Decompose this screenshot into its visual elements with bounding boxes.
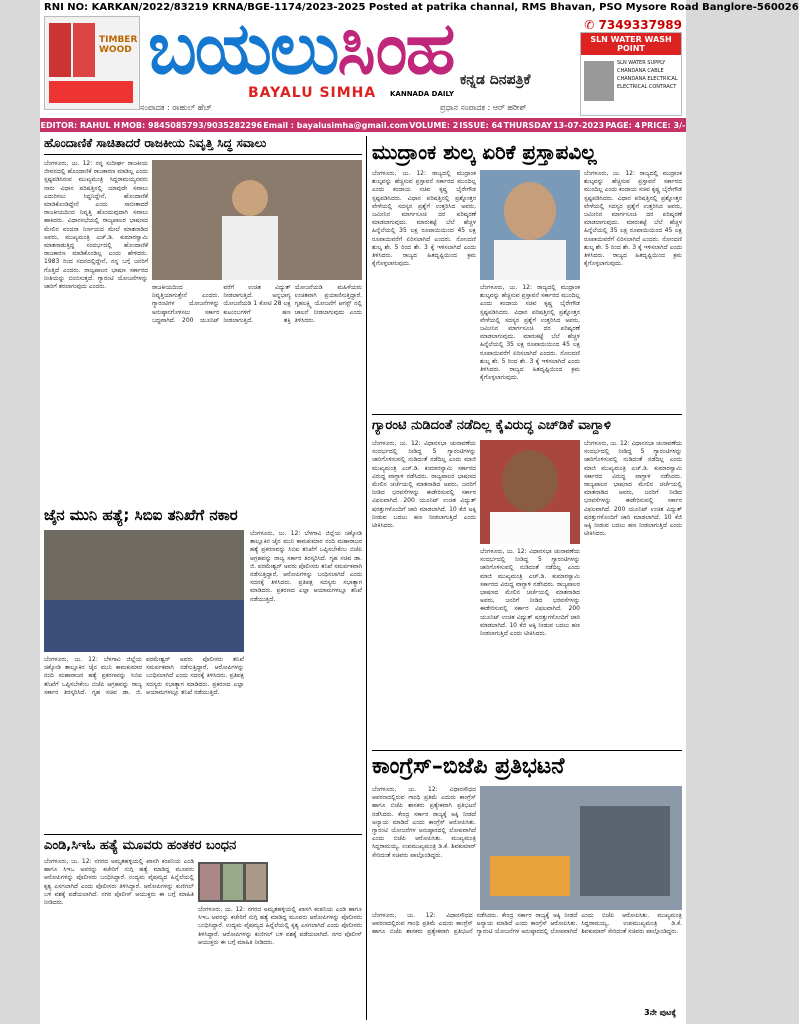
page-number: PAGE: 4 <box>605 120 641 130</box>
divider <box>44 154 362 155</box>
divider <box>44 834 362 835</box>
story-2-text-col3: ಬೆಂಗಳೂರು, ಜು. 12: ರಾಜ್ಯದಲ್ಲಿ ಮುದ್ರಾಂಕ ಶುಲ್ಕವನ್ನು ಹೆಚ್ಚಿಸುವ ಪ್ರಸ್ತಾವನೆ ಸರ್ಕಾರದ ಮುಂದಿಲ್ಲ ಎಂದು ಕಂದಾಯ ಸಚಿವ ಕೃಷ್ಣ ಬೈರೇಗೌಡ ಸ್ಪಷ್ಟಪಡಿಸಿದರು. ವಿಧಾನ ಪರಿಷತ್ತಿನಲ್ಲಿ ಪ್ರಶ್ನೋತ್ತರ ವೇಳೆಯಲ್ಲಿ ಸದಸ್ಯರ ಪ್ರಶ್ನೆಗೆ ಉತ್ತರಿಸಿದ ಅವರು, ಜಮೀನಿನ ಮಾರ್ಗಸೂಚಿ ದರ ಪರಿಷ್ಕರಣೆ ಮಾಡಲಾಗುವುದು. ಮಾರುಕಟ್ಟೆ ಬೆಲೆ ಹೆಚ್ಚಳ ಹಿನ್ನೆಲೆಯಲ್ಲಿ 35 ಲಕ್ಷ ರೂಪಾಯಿಯಿಂದ 45 ಲಕ್ಷ ರೂಪಾಯಿವರೆಗೆ ಏರಿಸಲಾಗಿದೆ ಎಂದರು. ನೋಂದಣಿ ಶುಲ್ಕ ಶೇ. 5 ರಿಂದ ಶೇ. 3 ಕ್ಕೆ ಇಳಿಸಲಾಗಿದೆ ಎಂದು ತಿಳಿಸಿದರು. ರಾಜ್ಯದ ಹಿತದೃಷ್ಟಿಯಿಂದ ಕ್ರಮ ಕೈಗೊಳ್ಳಲಾಗುವುದು. <box>584 170 682 268</box>
owner-photo <box>584 61 614 101</box>
headline-2: ಮುದ್ರಾಂಕ ಶುಲ್ಕ ಏರಿಕೆ ಪ್ರಸ್ತಾಪವಿಲ್ಲ <box>372 140 597 164</box>
headline-1: ಹೊಂದಾಣಿಕೆ ಸಾಚಿತಾದರೆ ರಾಜಕೀಯ ನಿವೃತ್ತಿ ಸಿದ್ಧ ಸವಾಲು <box>44 136 267 150</box>
left-ad-banner <box>49 81 133 103</box>
product-box-graphic <box>73 23 95 77</box>
info-bar <box>40 118 686 132</box>
story-1-continued: ರಾಜಕೀಯದಿಂದ ನಿವೃತ್ತಿಯಾಗುತ್ತೇನೆ ಎಂದರು. ಗ್ಯಾರಂಟಿಗಳ ಯೋಜನೆಗಳನ್ನು ಅನುಷ್ಠಾನಗೊಳಿಸಲು ಸರ್ಕಾರ ಬದ್ಧವಾಗಿದೆ. 200 ಯೂನಿಟ್ ವರೆಗೆ ಉಚಿತ ವಿದ್ಯುತ್ ನೀಡಲಾಗುತ್ತಿದೆ. ಅನ್ನಭಾಗ್ಯ ಯೋಜನೆಯಡಿ 1 ಕೋಟಿ 28 ಲಕ್ಷ ಕುಟುಂಬಗಳಿಗೆ ಹಣ ನೀಡಲಾಗುತ್ತಿದೆ. ಶಕ್ತಿ ಯೋಜನೆಯಡಿ ಮಹಿಳೆಯರು ಉಚಿತವಾಗಿ ಪ್ರಯಾಣಿಸುತ್ತಿದ್ದಾರೆ. ಗೃಹಲಕ್ಷ್ಮಿ ಯೋಜನೆಗೆ ಆಗಸ್ಟ್ ನಲ್ಲಿ ಚಾಲನೆ ನೀಡಲಾಗುವುದು ಎಂದು ತಿಳಿಸಿದರು. <box>152 284 362 324</box>
english-name: BAYALU SIMHA <box>248 85 377 101</box>
email-address: Email : bayalusimha@gmail.com <box>263 120 409 130</box>
person-head <box>232 180 268 216</box>
column-rule <box>366 136 367 1020</box>
logo-part-2: ಸಿಂಹ <box>337 6 454 90</box>
story-3-text-col2: ಬೆಂಗಳೂರು, ಜು. 12: ಬೆಳಗಾವಿ ಜಿಲ್ಲೆಯ ಚಿಕ್ಕೋಡಿ ತಾಲ್ಲೂಕಿನ ಜೈನ ಮುನಿ ಕಾಮಕುಮಾರ ನಂದಿ ಮಹಾರಾಜರ ಹತ್ಯೆ ಪ್ರಕರಣವನ್ನು ಸಿಬಿಐ ತನಿಖೆಗೆ ಒಪ್ಪಿಸಬೇಕೆಂಬ ಬಿಜೆಪಿ ಆಗ್ರಹವನ್ನು ರಾಜ್ಯ ಸರ್ಕಾರ ತಿರಸ್ಕರಿಸಿದೆ. ಗೃಹ ಸಚಿವ ಡಾ. ಜಿ. ಪರಮೇಶ್ವರ್ ಅವರು ಪೊಲೀಸರು ತನಿಖೆ ಸಮರ್ಪಕವಾಗಿ ನಡೆಸುತ್ತಿದ್ದಾರೆ, ಆರೋಪಿಗಳನ್ನು ಬಂಧಿಸಲಾಗಿದೆ ಎಂದು ಸದನಕ್ಕೆ ತಿಳಿಸಿದರು. ಪ್ರತಿಪಕ್ಷ ಸದಸ್ಯರು ಸಭಾತ್ಯಾಗ ಮಾಡಿದರು. ಪ್ರಕರಣದ ಎಲ್ಲಾ ಆಯಾಮಗಳಲ್ಲೂ ತನಿಖೆ ನಡೆಯುತ್ತಿದೆ. <box>250 530 362 603</box>
accused-3 <box>246 864 266 900</box>
headline-5: ಕಾಂಗ್ರೆಸ್–ಬಿಜೆಪಿ ಪ್ರತಿಭಟನೆ <box>372 754 565 779</box>
story-4-text-col2: ಬೆಂಗಳೂರು, ಜು. 12: ವಿಧಾನಸಭಾ ಚುನಾವಣೆಯ ಸಂದರ್ಭದಲ್ಲಿ ನೀಡಿದ್ದ 5 ಗ್ಯಾರಂಟಿಗಳನ್ನು ಜಾರಿಗೊಳಿಸುವಲ್ಲಿ ನುಡಿದಂತೆ ನಡೆದಿಲ್ಲ ಎಂದು ಮಾಜಿ ಮುಖ್ಯಮಂತ್ರಿ ಎಚ್.ಡಿ. ಕುಮಾರಸ್ವಾಮಿ ಸರ್ಕಾರದ ವಿರುದ್ಧ ವಾಗ್ದಾಳಿ ನಡೆಸಿದರು. ರಾಜ್ಯಪಾಲರ ಭಾಷಣದ ಮೇಲಿನ ಚರ್ಚೆಯಲ್ಲಿ ಮಾತನಾಡಿದ ಅವರು, ಜನರಿಗೆ ನೀಡಿದ ಭರವಸೆಗಳನ್ನು ಈಡೇರಿಸುವಲ್ಲಿ ಸರ್ಕಾರ ವಿಫಲವಾಗಿದೆ. 200 ಯೂನಿಟ್ ಉಚಿತ ವಿದ್ಯುತ್ ಷರತ್ತುಗಳೊಂದಿಗೆ ಜಾರಿ ಮಾಡಲಾಗಿದೆ. 10 ಕೆಜಿ ಅಕ್ಕಿ ನೀಡುವ ಬದಲು ಹಣ ನೀಡಲಾಗುತ್ತಿದೆ ಎಂದು ಟೀಕಿಸಿದರು. <box>480 548 580 638</box>
face <box>504 182 556 240</box>
story-4-text: ಬೆಂಗಳೂರು, ಜು. 12: ವಿಧಾನಸಭಾ ಚುನಾವಣೆಯ ಸಂದರ್ಭದಲ್ಲಿ ನೀಡಿದ್ದ 5 ಗ್ಯಾರಂಟಿಗಳನ್ನು ಜಾರಿಗೊಳಿಸುವಲ್ಲಿ ನುಡಿದಂತೆ ನಡೆದಿಲ್ಲ ಎಂದು ಮಾಜಿ ಮುಖ್ಯಮಂತ್ರಿ ಎಚ್.ಡಿ. ಕುಮಾರಸ್ವಾಮಿ ಸರ್ಕಾರದ ವಿರುದ್ಧ ವಾಗ್ದಾಳಿ ನಡೆಸಿದರು. ರಾಜ್ಯಪಾಲರ ಭಾಷಣದ ಮೇಲಿನ ಚರ್ಚೆಯಲ್ಲಿ ಮಾತನಾಡಿದ ಅವರು, ಜನರಿಗೆ ನೀಡಿದ ಭರವಸೆಗಳನ್ನು ಈಡೇರಿಸುವಲ್ಲಿ ಸರ್ಕಾರ ವಿಫಲವಾಗಿದೆ. 200 ಯೂನಿಟ್ ಉಚಿತ ವಿದ್ಯುತ್ ಷರತ್ತುಗಳೊಂದಿಗೆ ಜಾರಿ ಮಾಡಲಾಗಿದೆ. 10 ಕೆಜಿ ಅಕ್ಕಿ ನೀಡುವ ಬದಲು ಹಣ ನೀಡಲಾಗುತ್ತಿದೆ ಎಂದು ಟೀಕಿಸಿದರು. <box>372 440 476 530</box>
person-body <box>222 216 278 280</box>
ad-line: CHANDANA ELECTRICAL <box>617 76 678 82</box>
editor-credit: ಸಂಪಾದಕ : ರಾಹುಲ್ ಹೆಚ್ <box>140 103 212 112</box>
ad-line: ELECTRICAL CONTRACT <box>617 84 677 90</box>
headline-4: ಗ್ಯಾರಂಟಿ ನುಡಿದಂತೆ ನಡೆದಿಲ್ಲ ಕೈವಿರುದ್ಧ ಎಚ್‌ಡಿಕೆ ವಾಗ್ದಾಳಿ <box>372 418 611 433</box>
crowd <box>580 806 670 896</box>
price: PRICE: 3/- <box>641 120 686 130</box>
volume: VOLUME: 2 <box>409 120 459 130</box>
story-5-text: ಬೆಂಗಳೂರು, ಜು. 12: ವಿಧಾನಸೌಧದ ಆವರಣದಲ್ಲಿರುವ ಗಾಂಧಿ ಪ್ರತಿಮೆ ಎದುರು ಕಾಂಗ್ರೆಸ್ ಹಾಗೂ ಬಿಜೆಪಿ ಶಾಸಕರು ಪ್ರತ್ಯೇಕವಾಗಿ ಪ್ರತಿಭಟನೆ ನಡೆಸಿದರು. ಕೇಂದ್ರ ಸರ್ಕಾರ ರಾಜ್ಯಕ್ಕೆ ಅಕ್ಕಿ ನೀಡದೆ ಅನ್ಯಾಯ ಮಾಡಿದೆ ಎಂದು ಕಾಂಗ್ರೆಸ್ ಆರೋಪಿಸಿತು. ಗ್ಯಾರಂಟಿ ಯೋಜನೆಗಳ ಅನುಷ್ಠಾನದಲ್ಲಿ ಲೋಪವಾಗಿದೆ ಎಂದು ಬಿಜೆಪಿ ಆರೋಪಿಸಿತು. ಮುಖ್ಯಮಂತ್ರಿ ಸಿದ್ದರಾಮಯ್ಯ, ಉಪಮುಖ್ಯಮಂತ್ರಿ ಡಿ.ಕೆ. ಶಿವಕುಮಾರ್ ಸೇರಿದಂತೆ ಸಚಿವರು ಪಾಲ್ಗೊಂಡಿದ್ದರು. <box>372 786 476 859</box>
story-6-text: ಬೆಂಗಳೂರು, ಜು. 12: ನಗರದ ಅಮೃತಹಳ್ಳಿಯಲ್ಲಿ ಖಾಸಗಿ ಕಂಪನಿಯ ಎಂಡಿ ಹಾಗೂ ಸಿಇಒ ಅವರನ್ನು ಕಚೇರಿಗೆ ನುಗ್ಗಿ ಹತ್ಯೆ ಮಾಡಿದ್ದ ಮೂವರು ಆರೋಪಿಗಳನ್ನು ಪೊಲೀಸರು ಬಂಧಿಸಿದ್ದಾರೆ. ಉದ್ಯಮ ವೈಷಮ್ಯದ ಹಿನ್ನೆಲೆಯಲ್ಲಿ ಕೃತ್ಯ ಎಸಗಲಾಗಿದೆ ಎಂದು ಪೊಲೀಸರು ತಿಳಿಸಿದ್ದಾರೆ. ಆರೋಪಿಗಳನ್ನು ಕುಣಿಗಲ್ ಬಳಿ ವಶಕ್ಕೆ ಪಡೆಯಲಾಗಿದೆ. ನಗರ ಪೊಲೀಸ್ ಆಯುಕ್ತರು ಈ ಬಗ್ಗೆ ಮಾಹಿತಿ ನೀಡಿದರು. <box>44 858 194 907</box>
ad-line: SLN WATER SUPPLY <box>617 60 666 66</box>
daily-label: KANNADA DAILY <box>390 90 454 98</box>
story-2-text-col2: ಬೆಂಗಳೂರು, ಜು. 12: ರಾಜ್ಯದಲ್ಲಿ ಮುದ್ರಾಂಕ ಶುಲ್ಕವನ್ನು ಹೆಚ್ಚಿಸುವ ಪ್ರಸ್ತಾವನೆ ಸರ್ಕಾರದ ಮುಂದಿಲ್ಲ ಎಂದು ಕಂದಾಯ ಸಚಿವ ಕೃಷ್ಣ ಬೈರೇಗೌಡ ಸ್ಪಷ್ಟಪಡಿಸಿದರು. ವಿಧಾನ ಪರಿಷತ್ತಿನಲ್ಲಿ ಪ್ರಶ್ನೋತ್ತರ ವೇಳೆಯಲ್ಲಿ ಸದಸ್ಯರ ಪ್ರಶ್ನೆಗೆ ಉತ್ತರಿಸಿದ ಅವರು, ಜಮೀನಿನ ಮಾರ್ಗಸೂಚಿ ದರ ಪರಿಷ್ಕರಣೆ ಮಾಡಲಾಗುವುದು. ಮಾರುಕಟ್ಟೆ ಬೆಲೆ ಹೆಚ್ಚಳ ಹಿನ್ನೆಲೆಯಲ್ಲಿ 35 ಲಕ್ಷ ರೂಪಾಯಿಯಿಂದ 45 ಲಕ್ಷ ರೂಪಾಯಿವರೆಗೆ ಏರಿಸಲಾಗಿದೆ ಎಂದರು. ನೋಂದಣಿ ಶುಲ್ಕ ಶೇ. 5 ರಿಂದ ಶೇ. 3 ಕ್ಕೆ ಇಳಿಸಲಾಗಿದೆ ಎಂದು ತಿಳಿಸಿದರು. ರಾಜ್ಯದ ಹಿತದೃಷ್ಟಿಯಿಂದ ಕ್ರಮ ಕೈಗೊಳ್ಳಲಾಗುವುದು. <box>480 284 580 382</box>
story-4-text-col3: ಬೆಂಗಳೂರು, ಜು. 12: ವಿಧಾನಸಭಾ ಚುನಾವಣೆಯ ಸಂದರ್ಭದಲ್ಲಿ ನೀಡಿದ್ದ 5 ಗ್ಯಾರಂಟಿಗಳನ್ನು ಜಾರಿಗೊಳಿಸುವಲ್ಲಿ ನುಡಿದಂತೆ ನಡೆದಿಲ್ಲ ಎಂದು ಮಾಜಿ ಮುಖ್ಯಮಂತ್ರಿ ಎಚ್.ಡಿ. ಕುಮಾರಸ್ವಾಮಿ ಸರ್ಕಾರದ ವಿರುದ್ಧ ವಾಗ್ದಾಳಿ ನಡೆಸಿದರು. ರಾಜ್ಯಪಾಲರ ಭಾಷಣದ ಮೇಲಿನ ಚರ್ಚೆಯಲ್ಲಿ ಮಾತನಾಡಿದ ಅವರು, ಜನರಿಗೆ ನೀಡಿದ ಭರವಸೆಗಳನ್ನು ಈಡೇರಿಸುವಲ್ಲಿ ಸರ್ಕಾರ ವಿಫಲವಾಗಿದೆ. 200 ಯೂನಿಟ್ ಉಚಿತ ವಿದ್ಯುತ್ ಷರತ್ತುಗಳೊಂದಿಗೆ ಜಾರಿ ಮಾಡಲಾಗಿದೆ. 10 ಕೆಜಿ ಅಕ್ಕಿ ನೀಡುವ ಬದಲು ಹಣ ನೀಡಲಾಗುತ್ತಿದೆ ಎಂದು ಟೀಕಿಸಿದರು. <box>584 440 682 538</box>
divider <box>372 750 682 751</box>
continued-marker: 3ನೇ ಪುಟಕ್ಕೆ <box>644 1008 676 1017</box>
product-box-graphic <box>49 23 71 77</box>
publisher-credit: ಪ್ರಧಾನ ಸಂಪಾದಕ : ಆರ್ ಹರೀಶ್ <box>440 103 527 112</box>
story-3-text: ಬೆಂಗಳೂರು, ಜು. 12: ಬೆಳಗಾವಿ ಜಿಲ್ಲೆಯ ಚಿಕ್ಕೋಡಿ ತಾಲ್ಲೂಕಿನ ಜೈನ ಮುನಿ ಕಾಮಕುಮಾರ ನಂದಿ ಮಹಾರಾಜರ ಹತ್ಯೆ ಪ್ರಕರಣವನ್ನು ಸಿಬಿಐ ತನಿಖೆಗೆ ಒಪ್ಪಿಸಬೇಕೆಂಬ ಬಿಜೆಪಿ ಆಗ್ರಹವನ್ನು ರಾಜ್ಯ ಸರ್ಕಾರ ತಿರಸ್ಕರಿಸಿದೆ. ಗೃಹ ಸಚಿವ ಡಾ. ಜಿ. ಪರಮೇಶ್ವರ್ ಅವರು ಪೊಲೀಸರು ತನಿಖೆ ಸಮರ್ಪಕವಾಗಿ ನಡೆಸುತ್ತಿದ್ದಾರೆ, ಆರೋಪಿಗಳನ್ನು ಬಂಧಿಸಲಾಗಿದೆ ಎಂದು ಸದನಕ್ಕೆ ತಿಳಿಸಿದರು. ಪ್ರತಿಪಕ್ಷ ಸದಸ್ಯರು ಸಭಾತ್ಯಾಗ ಮಾಡಿದರು. ಪ್ರಕರಣದ ಎಲ್ಲಾ ಆಯಾಮಗಳಲ್ಲೂ ತನಿಖೆ ನಡೆಯುತ್ತಿದೆ. <box>44 656 244 696</box>
logo-part-1: ಬಯಲು <box>148 6 338 90</box>
protest-banner <box>490 856 570 896</box>
left-advertisement <box>44 16 140 110</box>
shirt <box>494 240 566 280</box>
mobile-numbers: MOB: 9845085793/9035282296 <box>121 120 263 130</box>
newspaper-page <box>40 0 799 1024</box>
story-2-text: ಬೆಂಗಳೂರು, ಜು. 12: ರಾಜ್ಯದಲ್ಲಿ ಮುದ್ರಾಂಕ ಶುಲ್ಕವನ್ನು ಹೆಚ್ಚಿಸುವ ಪ್ರಸ್ತಾವನೆ ಸರ್ಕಾರದ ಮುಂದಿಲ್ಲ ಎಂದು ಕಂದಾಯ ಸಚಿವ ಕೃಷ್ಣ ಬೈರೇಗೌಡ ಸ್ಪಷ್ಟಪಡಿಸಿದರು. ವಿಧಾನ ಪರಿಷತ್ತಿನಲ್ಲಿ ಪ್ರಶ್ನೋತ್ತರ ವೇಳೆಯಲ್ಲಿ ಸದಸ್ಯರ ಪ್ರಶ್ನೆಗೆ ಉತ್ತರಿಸಿದ ಅವರು, ಜಮೀನಿನ ಮಾರ್ಗಸೂಚಿ ದರ ಪರಿಷ್ಕರಣೆ ಮಾಡಲಾಗುವುದು. ಮಾರುಕಟ್ಟೆ ಬೆಲೆ ಹೆಚ್ಚಳ ಹಿನ್ನೆಲೆಯಲ್ಲಿ 35 ಲಕ್ಷ ರೂಪಾಯಿಯಿಂದ 45 ಲಕ್ಷ ರೂಪಾಯಿವರೆಗೆ ಏರಿಸಲಾಗಿದೆ ಎಂದರು. ನೋಂದಣಿ ಶುಲ್ಕ ಶೇ. 5 ರಿಂದ ಶೇ. 3 ಕ್ಕೆ ಇಳಿಸಲಾಗಿದೆ ಎಂದು ತಿಳಿಸಿದರು. ರಾಜ್ಯದ ಹಿತದೃಷ್ಟಿಯಿಂದ ಕ್ರಮ ಕೈಗೊಳ್ಳಲಾಗುವುದು. <box>372 170 476 268</box>
shirt <box>490 512 570 544</box>
right-advertisement <box>580 32 682 116</box>
hdk-photo <box>480 440 580 544</box>
left-ad-title: TIMBER WOOD <box>99 35 138 55</box>
issue: ISSUE: 64 <box>459 120 503 130</box>
editor-name: EDITOR: RAHUL H <box>40 120 121 130</box>
seats-graphic <box>44 600 244 652</box>
protest-photo <box>480 786 682 910</box>
phone-number: ✆ 7349337989 <box>584 18 682 32</box>
story-6-text-col2: ಬೆಂಗಳೂರು, ಜು. 12: ನಗರದ ಅಮೃತಹಳ್ಳಿಯಲ್ಲಿ ಖಾಸಗಿ ಕಂಪನಿಯ ಎಂಡಿ ಹಾಗೂ ಸಿಇಒ ಅವರನ್ನು ಕಚೇರಿಗೆ ನುಗ್ಗಿ ಹತ್ಯೆ ಮಾಡಿದ್ದ ಮೂವರು ಆರೋಪಿಗಳನ್ನು ಪೊಲೀಸರು ಬಂಧಿಸಿದ್ದಾರೆ. ಉದ್ಯಮ ವೈಷಮ್ಯದ ಹಿನ್ನೆಲೆಯಲ್ಲಿ ಕೃತ್ಯ ಎಸಗಲಾಗಿದೆ ಎಂದು ಪೊಲೀಸರು ತಿಳಿಸಿದ್ದಾರೆ. ಆರೋಪಿಗಳನ್ನು ಕುಣಿಗಲ್ ಬಳಿ ವಶಕ್ಕೆ ಪಡೆಯಲಾಗಿದೆ. ನಗರ ಪೊಲೀಸ್ ಆಯುಕ್ತರು ಈ ಬಗ್ಗೆ ಮಾಹಿತಿ ನೀಡಿದರು. <box>198 906 362 946</box>
date: 13-07-2023 <box>553 120 605 130</box>
headline-6: ಎಂಡಿ,ಸಿಇಓ ಹತ್ಯೆ ಮೂವರು ಹಂತಕರ ಬಂಧನ <box>44 838 237 853</box>
assembly-photo <box>152 160 362 280</box>
masthead-logo <box>148 6 453 92</box>
weekday: THURSDAY <box>503 120 553 130</box>
divider <box>372 414 682 415</box>
story-1-text: ಬೆಂಗಳೂರು, ಜು. 12: ನನ್ನ ಸುದೀರ್ಘ ರಾಜಕೀಯ ಜೀವನದಲ್ಲಿ ಹೊಂದಾಣಿಕೆ ರಾಜಕಾರಣ ಮಾಡಿಲ್ಲ ಎಂದು ಸ್ಪಷ್ಟಪಡಿಸಿರುವ ಮುಖ್ಯಮಂತ್ರಿ ಸಿದ್ದರಾಮಯ್ಯನವರು ನಾನು ವಿಧಾನ ಪರಿಷತ್ತಿನಲ್ಲಿ ಯಾವುದೇ ಸವಾಲು ಎದುರಿಸಲು ಸಿದ್ಧನಿದ್ದೇನೆ, ಹೊಂದಾಣಿಕೆ ಮಾಡಿಕೊಂಡಿದ್ದೇನೆ ಎಂದು ಸಾಬೀತಾದರೆ ರಾಜಕೀಯದಿಂದ ನಿವೃತ್ತಿ ಹೊಂದುವುದಾಗಿ ಸವಾಲು ಹಾಕಿದರು. ವಿಧಾನಸಭೆಯಲ್ಲಿ ರಾಜ್ಯಪಾಲರ ಭಾಷಣದ ಮೇಲಿನ ವಂದನಾ ನಿರ್ಣಯದ ಮೇಲೆ ಮಾತನಾಡಿದ ಅವರು, ಮುಖ್ಯಮಂತ್ರಿ ಎಚ್.ಡಿ. ಕುಮಾರಸ್ವಾಮಿ ಮಾತನಾಡುತ್ತಿದ್ದ ಸಂದರ್ಭದಲ್ಲಿ ಹೊಂದಾಣಿಕೆ ರಾಜಕಾರಣ ಮಾಡಿಕೊಂಡಿಲ್ಲ ಎಂದು ಹೇಳಿದರು. 1983 ರಿಂದ ಸದನದಲ್ಲಿದ್ದೇನೆ, ನನ್ನ ಬಗ್ಗೆ ಜನರಿಗೆ ಗೊತ್ತಿದೆ ಎಂದರು. ರಾಜ್ಯಪಾಲರ ಭಾಷಣ ಸರ್ಕಾರದ ನೀತಿಯನ್ನು ಬಿಂಬಿಸುತ್ತದೆ. ಗ್ಯಾರಂಟಿ ಯೋಜನೆಗಳನ್ನು ಜಾರಿಗೆ ತರಲಾಗುವುದು ಎಂದರು. <box>44 160 148 291</box>
phone-text: 7349337989 <box>598 18 682 32</box>
face <box>502 450 558 512</box>
ad-line: CHANDANA CABLE <box>617 68 664 74</box>
accused-photos <box>198 862 268 902</box>
assembly-session-photo <box>44 530 244 652</box>
headline-3: ಜೈನ ಮುನಿ ಹತ್ಯೆ; ಸಿಬಿಐ ತನಿಖೆಗೆ ನಕಾರ <box>44 506 238 524</box>
story-5-continued: ಬೆಂಗಳೂರು, ಜು. 12: ವಿಧಾನಸೌಧದ ಆವರಣದಲ್ಲಿರುವ ಗಾಂಧಿ ಪ್ರತಿಮೆ ಎದುರು ಕಾಂಗ್ರೆಸ್ ಹಾಗೂ ಬಿಜೆಪಿ ಶಾಸಕರು ಪ್ರತ್ಯೇಕವಾಗಿ ಪ್ರತಿಭಟನೆ ನಡೆಸಿದರು. ಕೇಂದ್ರ ಸರ್ಕಾರ ರಾಜ್ಯಕ್ಕೆ ಅಕ್ಕಿ ನೀಡದೆ ಅನ್ಯಾಯ ಮಾಡಿದೆ ಎಂದು ಕಾಂಗ್ರೆಸ್ ಆರೋಪಿಸಿತು. ಗ್ಯಾರಂಟಿ ಯೋಜನೆಗಳ ಅನುಷ್ಠಾನದಲ್ಲಿ ಲೋಪವಾಗಿದೆ ಎಂದು ಬಿಜೆಪಿ ಆರೋಪಿಸಿತು. ಮುಖ್ಯಮಂತ್ರಿ ಸಿದ್ದರಾಮಯ್ಯ, ಉಪಮುಖ್ಯಮಂತ್ರಿ ಡಿ.ಕೆ. ಶಿವಕುಮಾರ್ ಸೇರಿದಂತೆ ಸಚಿವರು ಪಾಲ್ಗೊಂಡಿದ್ದರು. <box>372 912 682 936</box>
right-ad-title: SLN WATER WASH POINT <box>581 33 681 55</box>
accused-1 <box>200 864 220 900</box>
registration-line: RNI NO: KARKAN/2022/83219 KRNA/BGE-1174/2023-2025 Posted at patrika channal, RMS Bhavan, PSO Mysore Road Banglore-560026 <box>44 2 799 13</box>
minister-photo <box>480 170 580 280</box>
kannada-tagline: ಕನ್ನಡ ದಿನಪತ್ರಿಕೆ <box>460 72 531 88</box>
accused-2 <box>223 864 243 900</box>
